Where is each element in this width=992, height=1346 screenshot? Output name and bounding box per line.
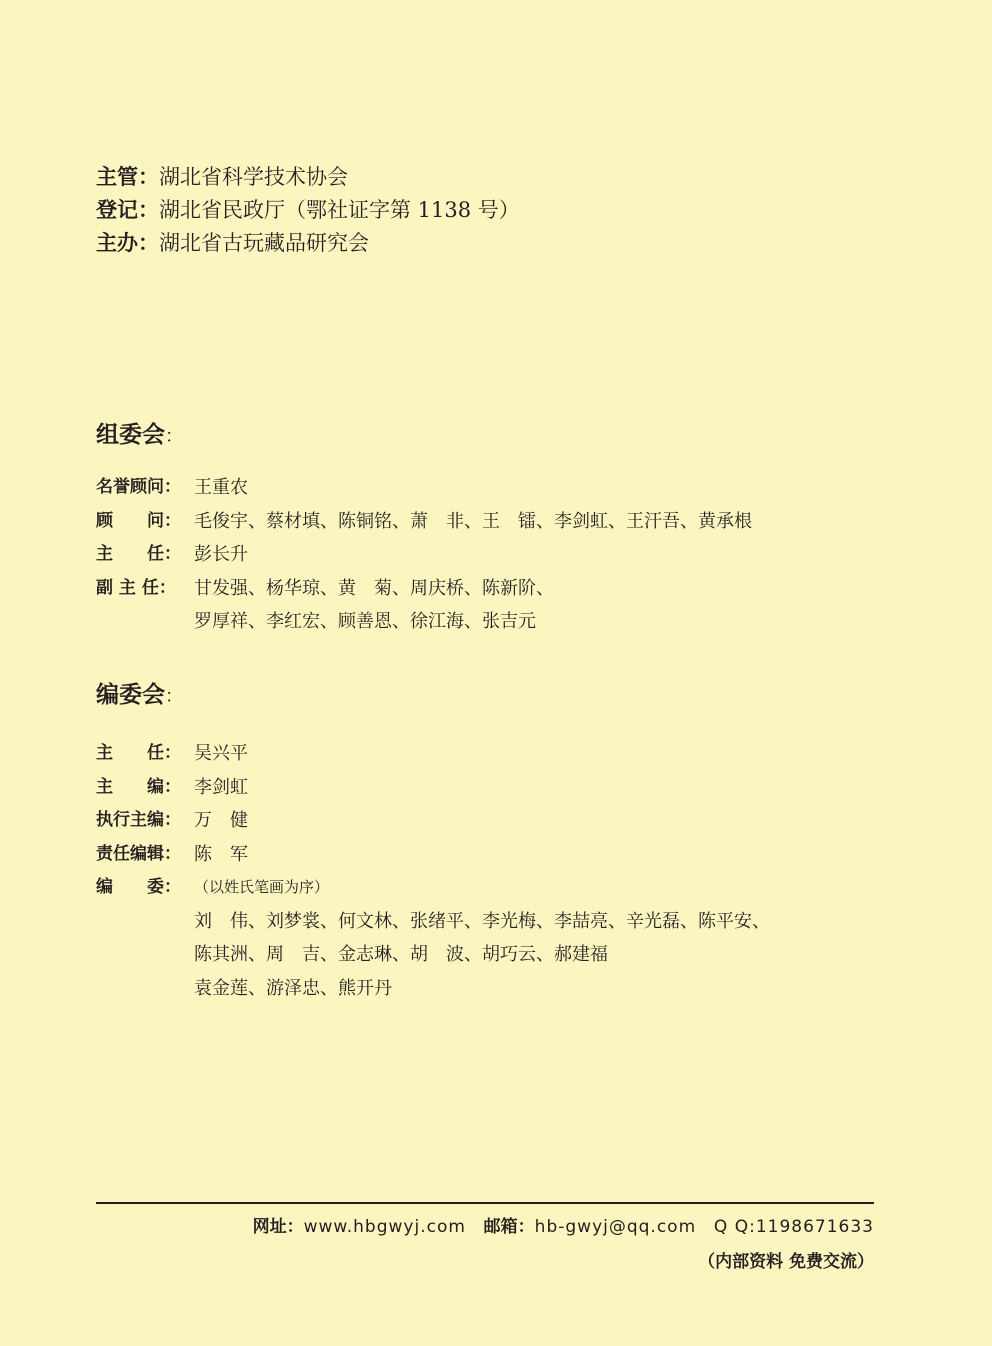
chief-editor-value: 李剑虹 [194, 776, 248, 798]
list-item [96, 871, 770, 905]
list-item [96, 471, 752, 505]
list-item [96, 737, 770, 771]
list-item [96, 972, 770, 1006]
sponsor-row-host [96, 227, 520, 260]
committee-members-label: 编 委： [96, 877, 181, 897]
editorial-committee-title [96, 676, 183, 709]
organizing-title-colon: ： [165, 426, 183, 447]
honorary-advisor-value: 王重农 [194, 477, 248, 498]
sponsor-row-supervisor [96, 161, 520, 194]
deputy-director-value: 甘发强、杨华琼、黄 菊、周庆桥、陈新阶、 [194, 577, 554, 599]
executive-editor-value: 万 健 [194, 810, 248, 831]
editorial-director-label: 主 任： [96, 743, 181, 763]
registration-label: 登记： [96, 198, 159, 222]
editorial-title-colon: ： [165, 686, 183, 707]
committee-members-line-1: 刘 伟、刘梦裳、何文林、张绪平、李光梅、李喆亮、辛光磊、陈平安、 [194, 910, 770, 932]
host-label: 主办： [96, 231, 159, 255]
list-item [96, 771, 770, 805]
director-value: 彭长升 [194, 544, 248, 565]
qq-number: 1198671633 [755, 1217, 874, 1237]
executive-editor-label: 执行主编： [96, 810, 181, 830]
registration-value: 湖北省民政厅（鄂社证字第 1138 号） [159, 198, 520, 222]
editorial-committee-list [96, 737, 770, 1005]
organizing-title-text: 组委会 [96, 422, 165, 448]
editorial-director-value: 吴兴平 [194, 743, 248, 764]
list-item [96, 605, 752, 639]
honorary-advisor-label: 名誉顾问： [96, 477, 181, 497]
chief-editor-label: 主 编： [96, 776, 181, 797]
supervisor-label: 主管： [96, 165, 159, 189]
list-item [96, 938, 770, 972]
advisors-value: 毛俊宇、蔡材填、陈铜铭、萧 非、王 镭、李剑虹、王汗吾、黄承根 [194, 510, 752, 532]
list-item [96, 505, 752, 539]
deputy-director-label: 副 主 任： [96, 577, 176, 598]
committee-members-note: （以姓氏笔画为序） [194, 878, 330, 896]
responsible-editor-label: 责任编辑： [96, 843, 181, 864]
footer-contact [253, 1212, 874, 1237]
footer-divider [96, 1202, 874, 1204]
list-item [96, 838, 770, 872]
committee-members-line-2: 陈其洲、周 吉、金志琳、胡 波、胡巧云、郝建福 [194, 944, 608, 965]
list-item [96, 905, 770, 939]
supervisor-value: 湖北省科学技术协会 [159, 165, 348, 189]
list-item [96, 804, 770, 838]
list-item [96, 538, 752, 572]
qq-label: Q Q: [713, 1217, 756, 1237]
footer-note: （内部资料 免费交流） [698, 1252, 874, 1272]
advisors-label: 顾 问： [96, 510, 181, 531]
host-value: 湖北省古玩藏品研究会 [159, 231, 369, 255]
editorial-title-text: 编委会 [96, 682, 165, 708]
organizing-committee-list [96, 471, 752, 639]
deputy-director-value-cont: 罗厚祥、李红宏、顾善恩、徐江海、张吉元 [194, 611, 536, 632]
sponsor-row-registration [96, 194, 520, 227]
list-item [96, 572, 752, 606]
website-link[interactable]: www.hbgwyj.com [303, 1217, 466, 1237]
website-label: 网址： [252, 1217, 304, 1237]
responsible-editor-value: 陈 军 [194, 843, 248, 865]
sponsor-block [96, 161, 520, 260]
director-label: 主 任： [96, 544, 181, 564]
email-link[interactable]: hb-gwyj@qq.com [534, 1217, 697, 1237]
committee-members-line-3: 袁金莲、游泽忠、熊开丹 [194, 977, 392, 999]
email-label: 邮箱： [483, 1217, 535, 1237]
organizing-committee-title [96, 416, 183, 449]
